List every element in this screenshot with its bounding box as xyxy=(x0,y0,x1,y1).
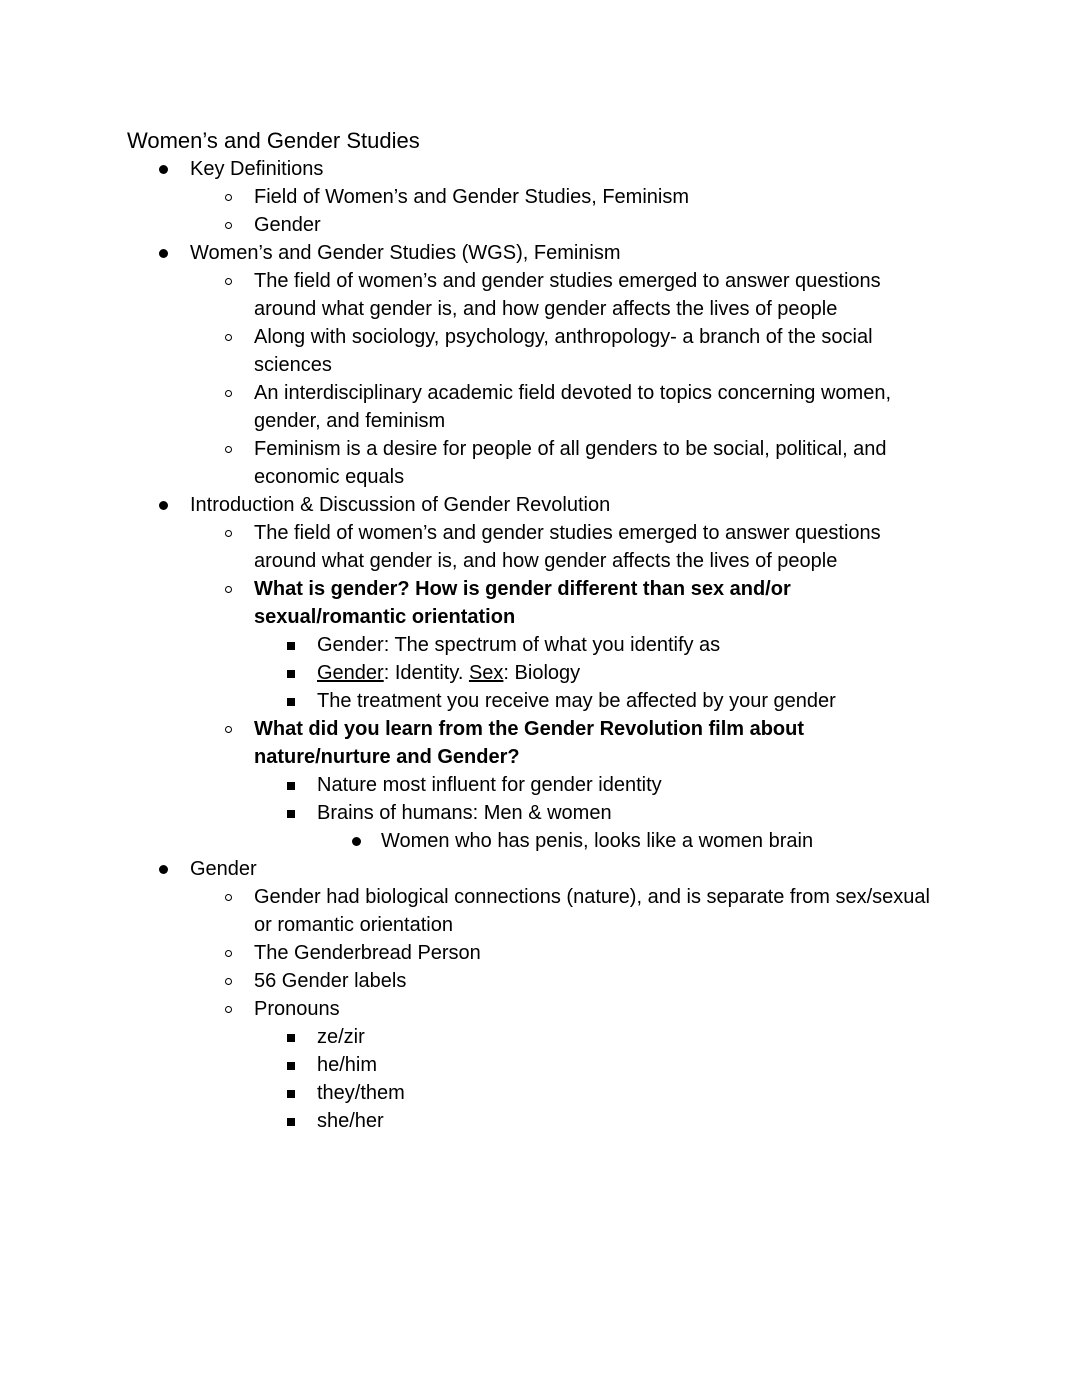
bullet-square-icon xyxy=(287,1118,295,1126)
bullet-square-icon xyxy=(287,782,295,790)
section-heading: Introduction & Discussion of Gender Revolution xyxy=(190,494,611,516)
list-item: Pronouns xyxy=(0,995,1080,1023)
bullet-square-icon xyxy=(287,1090,295,1098)
bullet-square-icon xyxy=(287,1034,295,1042)
pronoun-item: he/him xyxy=(0,1051,1080,1079)
bullet-square-icon xyxy=(287,698,295,706)
bullet-circle-icon xyxy=(225,978,232,985)
section-intro xyxy=(0,491,1080,519)
bullet-square-icon xyxy=(287,670,295,678)
bullet-circle-icon xyxy=(225,950,232,957)
list-item: An interdisciplinary academic field devoted to topics concerning women, gender, and feminism xyxy=(0,379,1080,435)
question-item: What did you learn from the Gender Revolution film about nature/nurture and Gender? xyxy=(0,715,1080,771)
bullet-circle-icon xyxy=(225,446,232,453)
list-item: Gender had biological connections (nature), and is separate from sex/sexual or romantic orientation xyxy=(0,883,1080,939)
list-item: Gender: Identity. Sex: Biology xyxy=(0,659,1080,687)
bullet-circle-icon xyxy=(225,586,232,593)
section-gender xyxy=(0,855,1080,883)
bullet-disc-icon xyxy=(159,501,168,510)
bullet-circle-icon xyxy=(225,530,232,537)
bullet-circle-icon xyxy=(225,278,232,285)
section-key-definitions xyxy=(0,155,1080,183)
document-title: Women’s and Gender Studies xyxy=(127,128,420,153)
pronoun-item: they/them xyxy=(0,1079,1080,1107)
question-item: What is gender? How is gender different than sex and/or sexual/romantic orientation xyxy=(0,575,1080,631)
list-item: Feminism is a desire for people of all genders to be social, political, and economic equals xyxy=(0,435,1080,491)
list-item: The field of women’s and gender studies emerged to answer questions around what gender is, and how gender affects the lives of people xyxy=(0,519,1080,575)
list-item: Field of Women’s and Gender Studies, Feminism xyxy=(0,183,1080,211)
list-item: The field of women’s and gender studies emerged to answer questions around what gender is, and how gender affects the lives of people xyxy=(0,267,1080,323)
section-heading: Women’s and Gender Studies (WGS), Feminism xyxy=(190,242,621,264)
outline-list xyxy=(0,155,1080,1135)
list-item: Gender: The spectrum of what you identify as xyxy=(0,631,1080,659)
list-item: The Genderbread Person xyxy=(0,939,1080,967)
list-item: Brains of humans: Men & women xyxy=(0,799,1080,827)
pronoun-item: ze/zir xyxy=(0,1023,1080,1051)
bullet-square-icon xyxy=(287,810,295,818)
bullet-circle-icon xyxy=(225,726,232,733)
section-heading: Gender xyxy=(190,858,257,880)
underlined-term: Sex xyxy=(468,662,504,684)
bullet-square-icon xyxy=(287,642,295,650)
bullet-disc-icon xyxy=(352,837,361,846)
underlined-term: Gender xyxy=(317,662,384,684)
section-heading: Key Definitions xyxy=(190,158,324,180)
list-item: 56 Gender labels xyxy=(0,967,1080,995)
bullet-circle-icon xyxy=(225,390,232,397)
list-item: Nature most influent for gender identity xyxy=(0,771,1080,799)
bullet-disc-icon xyxy=(159,165,168,174)
bullet-circle-icon xyxy=(225,894,232,901)
list-item: The treatment you receive may be affected by your gender xyxy=(0,687,1080,715)
bullet-circle-icon xyxy=(225,194,232,201)
bullet-circle-icon xyxy=(225,222,232,229)
list-item: Women who has penis, looks like a women brain xyxy=(0,827,1080,855)
bullet-disc-icon xyxy=(159,249,168,258)
list-item: Along with sociology, psychology, anthropology- a branch of the social sciences xyxy=(0,323,1080,379)
bullet-square-icon xyxy=(287,1062,295,1070)
section-wgs xyxy=(0,239,1080,267)
bullet-circle-icon xyxy=(225,1006,232,1013)
bullet-disc-icon xyxy=(159,865,168,874)
bullet-circle-icon xyxy=(225,334,232,341)
list-item: Gender xyxy=(0,211,1080,239)
pronoun-item: she/her xyxy=(0,1107,1080,1135)
